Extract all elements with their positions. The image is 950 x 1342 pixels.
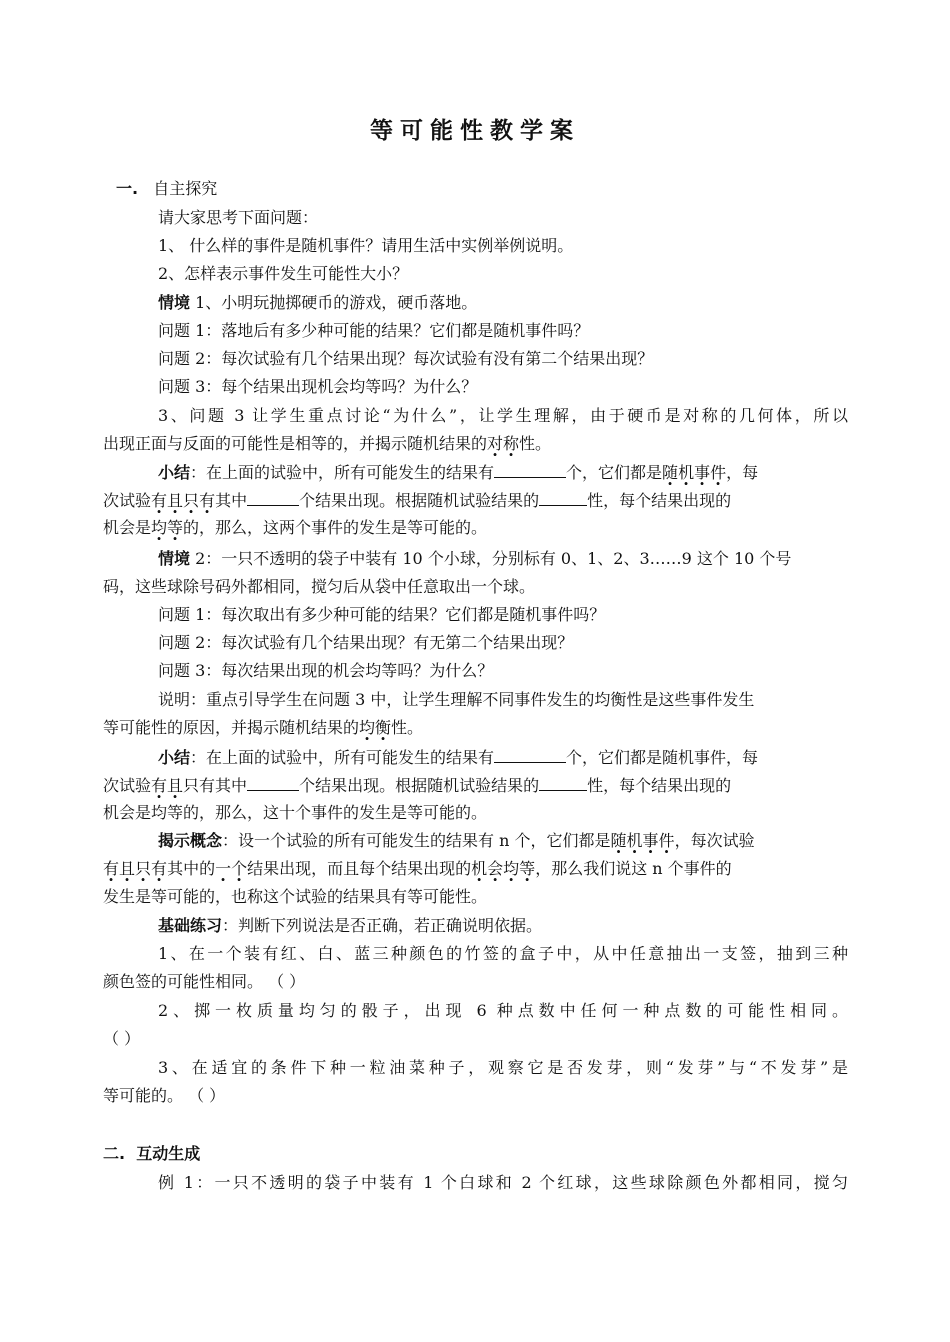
page-title: 等可能性教学案 [370,118,580,144]
scenario-1-line: 情境 1、小明玩抛掷硬币的游戏，硬币落地。 [158,293,478,312]
summary-label: 小结 [158,748,191,767]
section-2-title: 互动生成 [136,1144,201,1163]
section-2-marker: 二. [103,1144,126,1163]
question-line: 问题 3：每次结果出现的机会均等吗？为什么？ [158,661,494,680]
concept-line: 有且只有其中的一个结果出现，而且每个结果出现的机会均等，那么我们说这 n 个事件的 [103,859,732,878]
fill-blank[interactable] [539,489,587,506]
concept-line: 揭示概念：设一个试验的所有可能发生的结果有 n 个，它们都是随机事件，每次试验 [158,831,755,850]
paragraph-line: 1、 什么样的事件是随机事件？请用生活中实例举例说明。 [158,236,574,255]
question-line: 问题 1：落地后有多少种可能的结果？它们都是随机事件吗？ [158,321,590,340]
question-line: 问题 3：每个结果出现机会均等吗？为什么？ [158,377,478,396]
practice-item: 2、掷一枚质量均匀的骰子，出现 6 种点数中任何一种点数的可能性相同。 [158,1001,848,1020]
fill-blank[interactable] [494,461,566,478]
paragraph-line: 2、怎样表示事件发生可能性大小？ [158,264,409,283]
practice-item: （ ） [103,1029,141,1048]
note-line: 说明：重点引导学生在问题 3 中，让学生理解不同事件发生的均衡性是这些事件发生 [158,690,755,709]
fill-blank[interactable] [539,774,587,791]
fill-blank[interactable] [247,489,299,506]
practice-heading: 基础练习：判断下列说法是否正确，若正确说明依据。 [158,916,543,935]
paragraph-line: 3、问题 3 让学生重点讨论“为什么”，让学生理解，由于硬币是对称的几何体，所以 [158,406,848,425]
concept-line: 发生是等可能的，也称这个试验的结果具有等可能性。 [103,887,488,906]
section-1-title: 自主探究 [153,179,218,198]
summary-2-line: 机会是均等的，那么，这十个事件的发生是等可能的。 [103,803,488,822]
summary-label: 小结 [158,463,191,482]
section-2-heading [103,1143,848,1165]
section-1-heading [116,178,861,200]
summary-1-line: 次试验有且只有其中 个结果出现。根据随机试验结果的 性，每个结果出现的 [103,491,732,510]
question-line: 问题 2：每次试验有几个结果出现？每次试验有没有第二个结果出现？ [158,349,654,368]
scenario-label: 情境 [158,549,191,568]
scenario-label: 情境 [158,293,191,312]
practice-item: 等可能的。 （ ） [103,1086,226,1105]
concept-label: 揭示概念 [158,831,223,850]
practice-item: 颜色签的可能性相同。 （ ） [103,972,306,991]
paragraph-line: 请大家思考下面问题： [158,208,319,227]
section-1-marker: 一. [116,179,139,198]
scenario-2-line: 情境 2：一只不透明的袋子中装有 10 个小球，分别标有 0、1、2、3……9 这个 10 个号 [158,549,792,568]
example-line: 例 1：一只不透明的袋子中装有 1 个白球和 2 个红球，这些球除颜色外都相同，搅匀 [158,1173,848,1192]
paragraph-line: 码，这些球除号码外都相同，搅匀后从袋中任意取出一个球。 [103,577,536,596]
question-line: 问题 2：每次试验有几个结果出现？有无第二个结果出现？ [158,633,574,652]
summary-2-line: 次试验有且只有其中 个结果出现。根据随机试验结果的 性，每个结果出现的 [103,776,732,795]
summary-1-line: 小结：在上面的试验中，所有可能发生的结果有 个，它们都是随机事件，每 [158,463,759,482]
note-line: 等可能性的原因，并揭示随机结果的均衡性。 [103,718,424,737]
practice-label: 基础练习 [158,916,223,935]
practice-item: 1、在一个装有红、白、蓝三种颜色的竹签的盒子中，从中任意抽出一支签，抽到三种 [158,944,848,963]
summary-1-line: 机会是均等的，那么，这两个事件的发生是等可能的。 [103,518,488,537]
fill-blank[interactable] [247,774,299,791]
paragraph-line: 出现正面与反面的可能性是相等的，并揭示随机结果的对称性。 [103,434,552,453]
summary-2-line: 小结：在上面的试验中，所有可能发生的结果有 个，它们都是随机事件，每 [158,748,759,767]
fill-blank[interactable] [494,746,566,763]
question-line: 问题 1：每次取出有多少种可能的结果？它们都是随机事件吗？ [158,605,606,624]
practice-item: 3、在适宜的条件下种一粒油菜种子，观察它是否发芽，则“发芽”与“不发芽”是 [158,1058,848,1077]
